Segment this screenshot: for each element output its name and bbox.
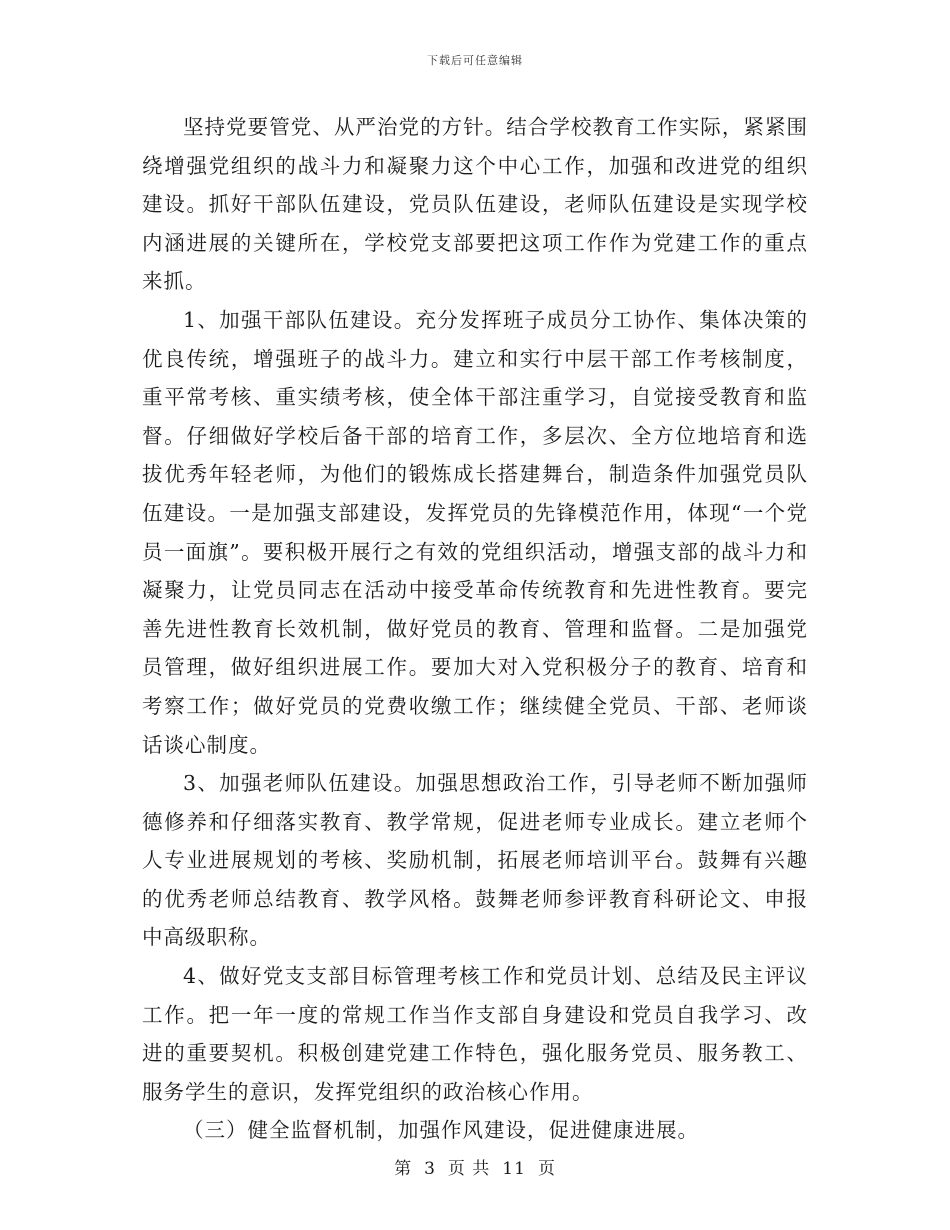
paragraph: 4、做好党支支部目标管理考核工作和党员计划、总结及民主评议工作。把一年一度的常规工作当作支部自身建设和党员自我学习、改进的重要契机。积极创建党建工作特色，强化服务党员、服务教工、服务学生的意识，发挥党组织的政治核心作用。 <box>142 964 808 1104</box>
paragraph: 1、加强干部队伍建设。充分发挥班子成员分工协作、集体决策的优良传统，增强班子的战斗力。建立和实行中层干部工作考核制度，重平常考核、重实绩考核，使全体干部注重学习，自觉接受教育和监督。仔细做好学校后备干部的培育工作，多层次、全方位地培育和选拔优秀年轻老师，为他们的锻炼成长搭建舞台，制造条件加强党员队伍建设。一是加强支部建设，发挥党员的先锋模范作用，体现“一个党员一面旗”。要积极开展行之有效的党组织活动，增强支部的战斗力和凝聚力，让党员同志在活动中接受革命传统教育和先进性教育。要完善先进性教育长效机制，做好党员的教育、管理和监督。二是加强党员管理，做好组织进展工作。要加大对入党积极分子的教育、培育和考察工作；做好党员的党费收缴工作；继续健全党员、干部、老师谈话谈心制度。 <box>142 307 808 757</box>
paragraph: 坚持党要管党、从严治党的方针。结合学校教育工作实际，紧紧围绕增强党组织的战斗力和凝聚力这个中心工作，加强和改进党的组织建设。抓好干部队伍建设，党员队伍建设，老师队伍建设是实现学校内涵进展的关键所在，学校党支部要把这项工作作为党建工作的重点来抓。 <box>142 115 808 294</box>
footer-middle: 页 共 <box>447 1159 491 1179</box>
page-footer <box>0 1154 950 1179</box>
footer-prefix: 第 <box>394 1159 413 1179</box>
section-heading: （三）健全监督机制，加强作风建设，促进健康进展。 <box>183 1118 699 1143</box>
paragraph: 3、加强老师队伍建设。加强思想政治工作，引导老师不断加强师德修养和仔细落实教育、教学常规，促进老师专业成长。建立老师个人专业进展规划的考核、奖励机制，拓展老师培训平台。鼓舞有兴趣的优秀老师总结教育、教学风格。鼓舞老师参评教育科研论文、申报中高级职称。 <box>142 771 808 950</box>
footer-suffix: 页 <box>537 1159 556 1179</box>
page-number: 3 <box>424 1159 436 1179</box>
document-body <box>142 108 808 1150</box>
page-header-note: 下载后可任意编辑 <box>427 54 523 67</box>
page-total: 11 <box>502 1159 526 1179</box>
